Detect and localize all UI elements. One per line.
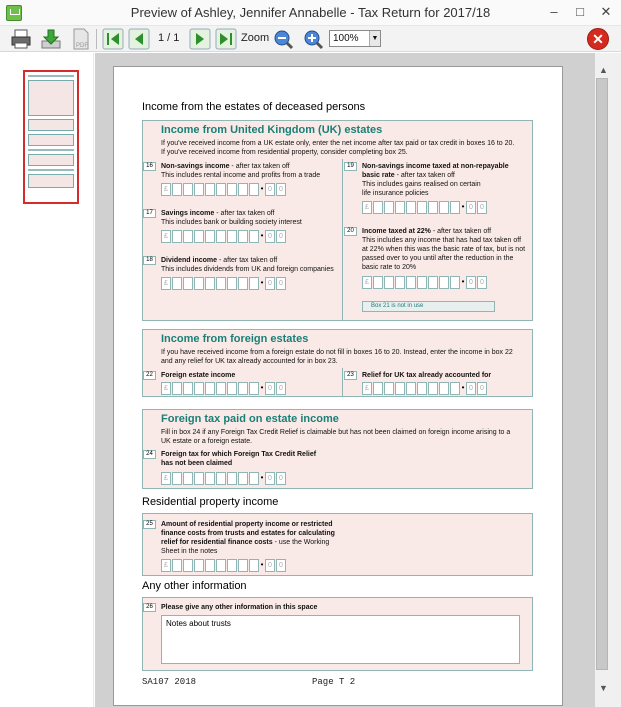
digit-cell: [205, 277, 215, 290]
currency-cell: £: [362, 276, 372, 289]
next-page-icon[interactable]: [189, 28, 211, 50]
currency-cell: £: [161, 559, 171, 572]
digit-cell: [227, 472, 237, 485]
digit-cell: [406, 276, 416, 289]
box19-title-1: Non-savings income taxed at non-repayable: [362, 163, 509, 170]
scroll-down-icon[interactable]: ▼: [599, 683, 608, 693]
box19-title-2: basic rate - after tax taken off: [362, 172, 455, 179]
digit-cell: [439, 276, 449, 289]
pence-cell: 0: [276, 183, 286, 196]
digit-cell: [227, 559, 237, 572]
digit-cell: [194, 183, 204, 196]
digit-cell: [183, 382, 193, 395]
zoom-out-icon[interactable]: [272, 28, 294, 50]
digit-cell: [238, 277, 248, 290]
scroll-up-icon[interactable]: ▲: [599, 65, 608, 75]
digit-cell: [205, 472, 215, 485]
page-thumbnail[interactable]: [23, 70, 79, 204]
last-page-icon[interactable]: [215, 28, 237, 50]
digit-cell: [205, 230, 215, 243]
box20-label: Income taxed at 22% - after tax taken off: [362, 228, 492, 235]
box16-label: Non-savings income - after tax taken off: [161, 163, 290, 170]
page-count: 1 / 1: [158, 32, 180, 44]
digit-cell: [249, 277, 259, 290]
digit-cell: [227, 183, 237, 196]
box19-amount-field[interactable]: [362, 201, 487, 214]
decimal-point: •: [461, 202, 465, 211]
foreign-estates-heading: Income from foreign estates: [161, 333, 309, 345]
pence-cell: 0: [265, 472, 275, 485]
digit-cell: [238, 230, 248, 243]
first-page-icon[interactable]: [102, 28, 124, 50]
uk-estates-heading: Income from United Kingdom (UK) estates: [161, 124, 383, 136]
foreign-tax-heading: Foreign tax paid on estate income: [161, 413, 339, 425]
pence-cell: 0: [477, 276, 487, 289]
box20-line-2: at 22% when this was the basic rate of tax, but is not: [362, 246, 526, 253]
box18-label: Dividend income - after tax taken off: [161, 257, 278, 264]
digit-cell: [205, 183, 215, 196]
zoom-select[interactable]: [329, 30, 381, 47]
box20-line-3: passed over to you until after the reduction in the: [362, 255, 514, 262]
box24-title-2: has not been claimed: [161, 460, 233, 467]
digit-cell: [205, 382, 215, 395]
previous-page-icon[interactable]: [128, 28, 150, 50]
box25-line-3: relief for residential finance costs - use the Working: [161, 539, 330, 546]
foreign-tax-intro-2: UK estate or a foreign estate.: [161, 438, 253, 445]
box17-label: Savings income - after tax taken off: [161, 210, 275, 217]
pence-cell: 0: [276, 230, 286, 243]
box18-amount-field[interactable]: [161, 277, 286, 290]
digit-cell: [172, 382, 182, 395]
digit-cell: [373, 201, 383, 214]
pence-cell: 0: [477, 382, 487, 395]
print-icon[interactable]: [10, 28, 32, 50]
box25-line-4: Sheet in the notes: [161, 548, 218, 555]
digit-cell: [216, 230, 226, 243]
box20-line-1: This includes any income that has had tax taken off: [362, 237, 522, 244]
digit-cell: [417, 382, 427, 395]
pence-cell: 0: [265, 183, 275, 196]
digit-cell: [183, 472, 193, 485]
digit-cell: [249, 472, 259, 485]
other-info-box: [142, 597, 533, 671]
digit-cell: [194, 559, 204, 572]
currency-cell: £: [161, 230, 171, 243]
chevron-down-icon: ▼: [369, 31, 380, 46]
decimal-point: •: [461, 383, 465, 392]
toolbar-separator: [96, 29, 97, 49]
document-page: [113, 66, 563, 706]
pence-cell: 0: [265, 559, 275, 572]
decimal-point: •: [260, 184, 264, 193]
box-number: 23: [344, 371, 357, 380]
digit-cell: [395, 382, 405, 395]
decimal-point: •: [260, 278, 264, 287]
title-bar: [0, 0, 621, 26]
digit-cell: [417, 201, 427, 214]
pence-cell: 0: [466, 276, 476, 289]
box-number: 17: [143, 209, 156, 218]
toolbar: [0, 26, 621, 52]
digit-cell: [439, 382, 449, 395]
box19-sub-2: life insurance policies: [362, 190, 429, 197]
maximize-button[interactable]: □: [576, 4, 584, 19]
foreign-tax-intro-1: Fill in box 24 if any Foreign Tax Credit Relief is claimable but has not been claimed on foreign income arising to a: [161, 429, 511, 436]
thumbnail-pane: [0, 53, 94, 707]
box25-amount-field[interactable]: [161, 559, 286, 572]
digit-cell: [172, 277, 182, 290]
digit-cell: [194, 277, 204, 290]
digit-cell: [183, 230, 193, 243]
foreign-estates-box: [142, 329, 533, 397]
section-title-other: Any other information: [142, 580, 247, 592]
section-title-estates: Income from the estates of deceased persons: [142, 101, 366, 113]
box17-amount-field[interactable]: [161, 230, 286, 243]
digit-cell: [183, 183, 193, 196]
digit-cell: [216, 559, 226, 572]
decimal-point: •: [260, 473, 264, 482]
box22-amount-field[interactable]: [161, 382, 286, 395]
currency-cell: £: [362, 201, 372, 214]
pence-cell: 0: [276, 382, 286, 395]
currency-cell: £: [161, 382, 171, 395]
digit-cell: [194, 382, 204, 395]
digit-cell: [373, 382, 383, 395]
digit-cell: [384, 382, 394, 395]
pence-cell: 0: [466, 201, 476, 214]
digit-cell: [428, 201, 438, 214]
box-number: 20: [344, 227, 357, 236]
residential-box: [142, 513, 533, 576]
digit-cell: [406, 201, 416, 214]
currency-cell: £: [161, 183, 171, 196]
pence-cell: 0: [265, 230, 275, 243]
pence-cell: 0: [276, 472, 286, 485]
digit-cell: [395, 276, 405, 289]
box25-line-1: Amount of residential property income or restricted: [161, 521, 333, 528]
foreign-intro-2: and any relief for UK tax already accounted for in box 23.: [161, 358, 338, 365]
form-code: SA107 2018: [142, 677, 197, 687]
digit-cell: [428, 382, 438, 395]
digit-cell: [194, 472, 204, 485]
box-number: 25: [143, 520, 156, 529]
digit-cell: [172, 472, 182, 485]
minimize-button[interactable]: –: [550, 4, 558, 19]
decimal-point: •: [260, 383, 264, 392]
box26-label: Please give any other information in this space: [161, 604, 318, 611]
digit-cell: [172, 559, 182, 572]
digit-cell: [238, 559, 248, 572]
box-number: 19: [344, 162, 357, 171]
digit-cell: [439, 201, 449, 214]
box20-amount-field[interactable]: [362, 276, 487, 289]
zoom-in-icon[interactable]: [302, 28, 324, 50]
pence-cell: 0: [265, 382, 275, 395]
digit-cell: [238, 183, 248, 196]
decimal-point: •: [260, 560, 264, 569]
foreign-tax-box: [142, 409, 533, 489]
digit-cell: [172, 230, 182, 243]
digit-cell: [406, 382, 416, 395]
digit-cell: [194, 230, 204, 243]
page-number: Page T 2: [312, 677, 356, 687]
pence-cell: 0: [466, 382, 476, 395]
box-number: 16: [143, 162, 156, 171]
box16-amount-field[interactable]: [161, 183, 286, 196]
box23-label: Relief for UK tax already accounted for: [362, 372, 492, 379]
scrollbar-thumb[interactable]: [596, 78, 608, 670]
box19-sub-1: This includes gains realised on certain: [362, 181, 481, 188]
foreign-intro-1: If you have received income from a foreign estate do not fill in boxes 16 to 20. Instead, enter the income in box 22: [161, 349, 513, 356]
svg-text:PDF: PDF: [76, 43, 88, 49]
box-number: 24: [143, 450, 156, 459]
currency-cell: £: [161, 277, 171, 290]
section-title-residential: Residential property income: [142, 496, 279, 508]
box21-not-in-use: Box 21 is not in use: [362, 301, 495, 312]
uk-estates-box: [142, 120, 533, 321]
digit-cell: [384, 276, 394, 289]
digit-cell: [249, 183, 259, 196]
zoom-label: Zoom: [241, 32, 270, 44]
digit-cell: [417, 276, 427, 289]
digit-cell: [227, 230, 237, 243]
document-viewport: [95, 53, 595, 707]
pence-cell: 0: [276, 277, 286, 290]
box25-line-2: finance costs from trusts and estates for calculating: [161, 530, 335, 537]
currency-cell: £: [161, 472, 171, 485]
box24-title-1: Foreign tax for which Foreign Tax Credit Relief: [161, 451, 317, 458]
box22-label: Foreign estate income: [161, 372, 236, 379]
uk-intro-2: If you've received income from residential property, consider completing box 25.: [161, 149, 408, 156]
window-title: Preview of Ashley, Jennifer Annabelle - Tax Return for 2017/18: [130, 5, 491, 20]
digit-cell: [238, 472, 248, 485]
box24-amount-field[interactable]: [161, 472, 286, 485]
digit-cell: [216, 277, 226, 290]
pence-cell: 0: [477, 201, 487, 214]
digit-cell: [216, 382, 226, 395]
box-number: 22: [143, 371, 156, 380]
box18-sub: This includes dividends from UK and foreign companies: [161, 266, 334, 273]
window-close-button[interactable]: ✕: [600, 4, 612, 19]
uk-intro-1: If you've received income from a UK estate only, enter the net income after tax paid or tax credit in boxes 16 to 20.: [161, 140, 515, 147]
digit-cell: [249, 559, 259, 572]
digit-cell: [172, 183, 182, 196]
digit-cell: [227, 382, 237, 395]
digit-cell: [384, 201, 394, 214]
digit-cell: [216, 472, 226, 485]
digit-cell: [249, 382, 259, 395]
box-number: 18: [143, 256, 156, 265]
digit-cell: [428, 276, 438, 289]
digit-cell: [395, 201, 405, 214]
box-number: 26: [143, 603, 156, 612]
other-info-textarea[interactable]: Notes about trusts: [161, 615, 520, 664]
decimal-point: •: [260, 231, 264, 240]
export-pdf-icon[interactable]: [70, 28, 92, 50]
box23-amount-field[interactable]: [362, 382, 487, 395]
digit-cell: [205, 559, 215, 572]
pence-cell: 0: [276, 559, 286, 572]
currency-cell: £: [362, 382, 372, 395]
box17-sub: This includes bank or building society interest: [161, 219, 302, 226]
digit-cell: [227, 277, 237, 290]
digit-cell: [183, 277, 193, 290]
box20-line-4: basic rate to 20%: [362, 264, 417, 271]
digit-cell: [373, 276, 383, 289]
digit-cell: [450, 201, 460, 214]
digit-cell: [450, 382, 460, 395]
digit-cell: [249, 230, 259, 243]
decimal-point: •: [461, 277, 465, 286]
box16-sub: This includes rental income and profits from a trade: [161, 172, 321, 179]
pence-cell: 0: [265, 277, 275, 290]
zoom-value: 100%: [333, 33, 359, 44]
digit-cell: [183, 559, 193, 572]
save-download-icon[interactable]: [40, 28, 62, 50]
digit-cell: [238, 382, 248, 395]
close-preview-icon[interactable]: ✕: [587, 28, 609, 50]
digit-cell: [450, 276, 460, 289]
digit-cell: [216, 183, 226, 196]
